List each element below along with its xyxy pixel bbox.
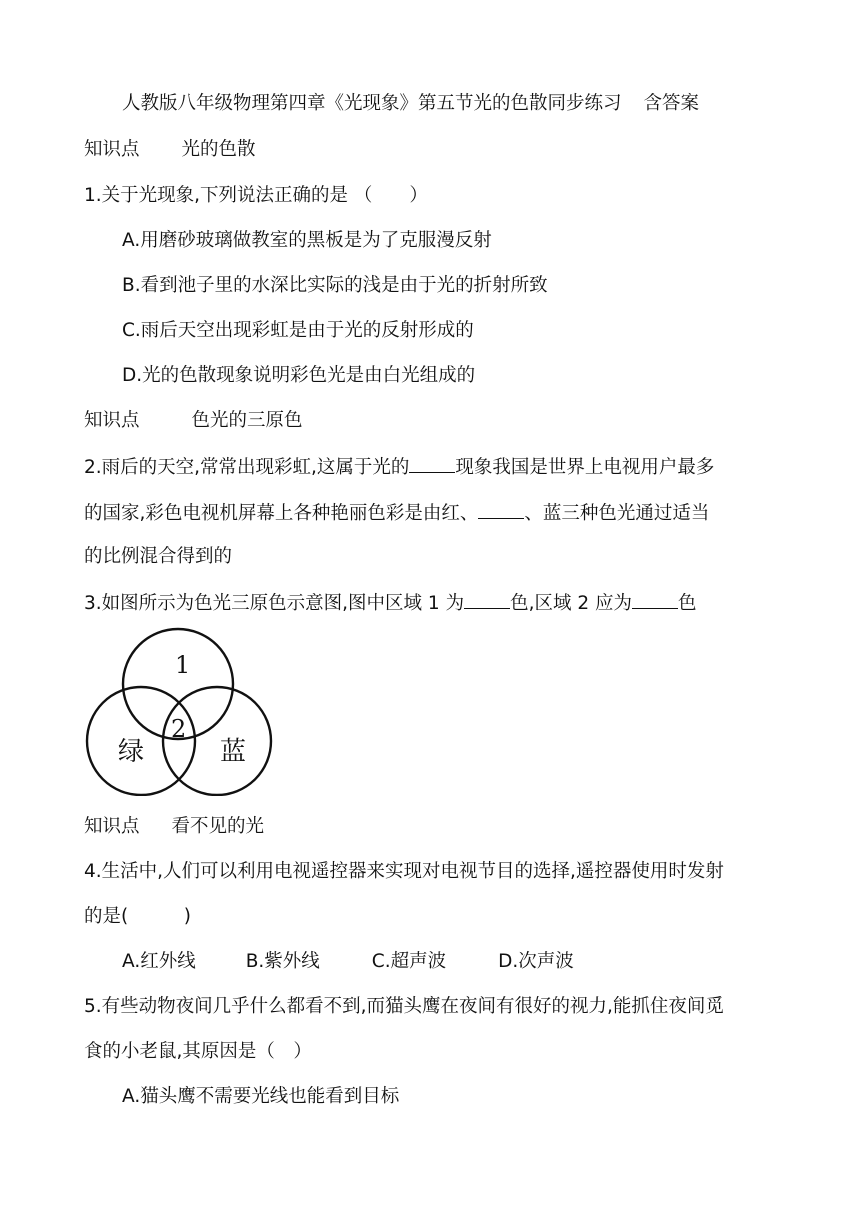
question-2-text: 2.雨后的天空,常常出现彩虹,这属于光的 [84,457,410,478]
region-1-label: 1 [175,651,191,679]
section-topic: 色光的三原色 [191,410,303,431]
blue-label: 蓝 [220,737,247,767]
question-2-text: 的国家,彩色电视机屏幕上各种艳丽色彩是由红、 [84,503,479,524]
question-5-line-2: 食的小老鼠,其原因是（ ） [84,1041,312,1062]
answer-blank[interactable] [478,500,524,519]
question-4-option-d: D.次声波 [498,951,574,972]
page-title [122,92,699,116]
section-heading-3 [84,815,264,839]
title-suffix: 含答案 [643,93,700,114]
question-4-line-1: 4.生活中,人们可以利用电视遥控器来实现对电视节目的选择,遥控器使用时发射 [84,861,724,882]
question-5-option-a: A.猫头鹰不需要光线也能看到目标 [122,1086,400,1107]
question-5-line-1: 5.有些动物夜间几乎什么都看不到,而猫头鹰在夜间有很好的视力,能抓住夜间觅 [84,996,724,1017]
question-1-option-c: C.雨后天空出现彩虹是由于光的反射形成的 [122,320,474,341]
region-2-label: 2 [171,715,187,743]
section-label: 知识点 [84,139,140,160]
section-heading-2 [84,409,303,433]
question-1-option-b: B.看到池子里的水深比实际的浅是由于光的折射所致 [122,275,548,296]
answer-blank[interactable] [632,590,678,609]
question-4-options [122,950,574,974]
question-4-option-b: B.紫外线 [245,951,320,972]
section-label: 知识点 [84,410,140,431]
color-venn-diagram [84,626,280,796]
question-3-text: 色,区域 2 应为 [510,593,632,614]
question-3-text: 色 [678,593,697,614]
question-4-option-a: A.红外线 [122,951,196,972]
answer-blank[interactable] [409,454,455,473]
question-2-line-2 [84,500,709,526]
question-1-option-d: D.光的色散现象说明彩色光是由白光组成的 [122,365,476,386]
question-4-line-2: 的是( ) [84,906,191,927]
title-text: 人教版八年级物理第四章《光现象》第五节光的色散同步练习 [122,93,622,114]
question-2-text: 、蓝三种色光通过适当 [524,503,710,524]
question-2-line-1 [84,454,714,480]
question-1-option-a: A.用磨砂玻璃做教室的黑板是为了克服漫反射 [122,230,492,251]
green-label: 绿 [118,737,145,767]
answer-blank[interactable] [464,590,510,609]
section-topic: 光的色散 [181,139,256,160]
question-4-option-c: C.超声波 [371,951,447,972]
question-3-text: 3.如图所示为色光三原色示意图,图中区域 1 为 [84,593,465,614]
section-label: 知识点 [84,816,140,837]
question-1-stem: 1.关于光现象,下列说法正确的是 （ ） [84,185,428,206]
section-topic: 看不见的光 [171,816,265,837]
question-2-line-3: 的比例混合得到的 [84,546,233,567]
section-heading-1 [84,138,256,162]
question-3-stem [84,590,697,616]
question-2-text: 现象我国是世界上电视用户最多 [455,457,715,478]
